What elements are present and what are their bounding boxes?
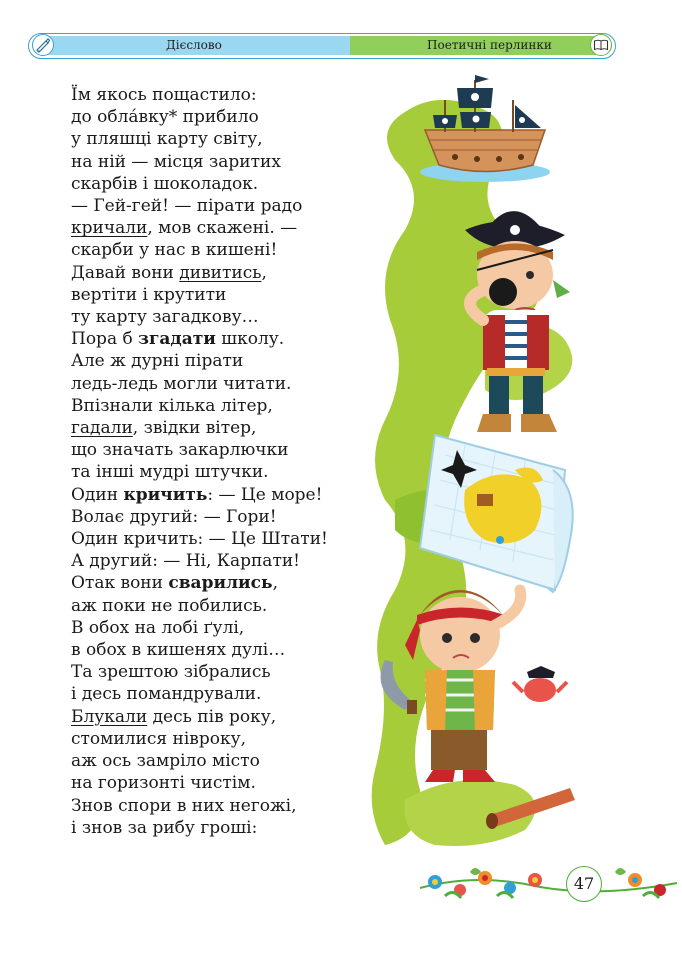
poem-text-segment: ту карту загадкову… [71, 307, 259, 328]
poem-line [71, 239, 371, 261]
underlined-word: гадали [71, 418, 133, 439]
poem-text-segment: і десь помандрували. [71, 684, 262, 705]
poem-line [71, 639, 371, 661]
poem-text-segment: і знов за рибу гроші: [71, 817, 258, 838]
poem-text-segment: на горизонті чистім. [71, 773, 256, 794]
pen-icon [32, 34, 54, 56]
poem-line [71, 306, 371, 328]
poem-text-segment: , [272, 573, 278, 594]
poem-text-segment: вертіти і крутити [71, 284, 227, 305]
poem-text-segment: до обла́вку* прибило [71, 107, 259, 128]
folk-ornament [415, 858, 682, 910]
poem-line [71, 373, 371, 395]
header-section-title: Дієслово [166, 38, 222, 52]
poem-text-segment: Їм якось пощастило: [71, 85, 257, 105]
crab-icon [513, 666, 567, 702]
poem-text-segment: Але ж дурні пірати [71, 351, 244, 372]
underlined-word: дивитись [179, 262, 262, 283]
poem-text-segment: : — Це море! [207, 484, 323, 505]
poem-text-segment: , [261, 262, 267, 283]
poem-line [71, 595, 371, 617]
pirate-illustration [365, 70, 682, 860]
poem-text-segment: аж поки не побились. [71, 595, 268, 616]
poem-text-segment: що значать закарлючки [71, 440, 289, 461]
poem-line [71, 750, 371, 772]
poem-line [71, 617, 371, 639]
poem-text-segment: , звідки вітер, [132, 418, 257, 439]
bold-word: кричить [123, 484, 208, 505]
page-header [28, 33, 616, 59]
poem-text-segment: Волає другий: — Гори! [71, 506, 277, 527]
poem-text-segment: стомилися нівроку, [71, 728, 246, 749]
poem-text-segment: школу. [215, 329, 285, 350]
poem-text-segment: , мов скажені. — [147, 218, 298, 239]
poem-line [71, 550, 371, 572]
header-chapter-title: Поетичні перлинки [427, 38, 552, 52]
poem-line [71, 439, 371, 461]
poem-text-segment: Пора б [71, 329, 139, 350]
poem-line [71, 461, 371, 483]
poem-line [71, 506, 371, 528]
poem-line [71, 284, 371, 306]
page-number: 47 [566, 866, 602, 902]
poem-text-segment: скарби у нас в кишені! [71, 240, 278, 261]
poem-line [71, 128, 371, 150]
poem-line [71, 417, 371, 439]
poem-text-segment: Один [71, 484, 124, 505]
poem-line [71, 817, 371, 839]
poem-text-segment: ледь-ледь могли читати. [71, 373, 292, 394]
bold-word: сварились [168, 573, 273, 594]
poem-line [71, 328, 371, 350]
poem-text-segment: на ній — місця зaритих [71, 151, 281, 172]
poem-line [71, 528, 371, 550]
poem-line [71, 795, 371, 817]
poem-text-segment: в обох в кишенях дулі… [71, 640, 286, 661]
poem-line [71, 706, 371, 728]
poem-line [71, 173, 371, 195]
poem-text [71, 84, 371, 839]
poem-line [71, 106, 371, 128]
poem-text-segment: десь пів року, [147, 706, 277, 727]
poem-text-segment: Знов спори в них негожі, [71, 795, 297, 816]
poem-text-segment: скарбів і шоколадок. [71, 173, 259, 194]
poem-text-segment: у пляшці карту світу, [71, 129, 263, 150]
poem-text-segment: Та зрештою зібрались [71, 662, 271, 683]
poem-line [71, 661, 371, 683]
poem-text-segment: Впізнали кілька літер, [71, 395, 273, 416]
poem-line [71, 484, 371, 506]
poem-text-segment: В обох на лобі ґулі, [71, 617, 245, 638]
bold-word: згадати [138, 329, 216, 350]
poem-text-segment: А другий: — Ні, Карпати! [71, 551, 301, 572]
book-icon [590, 34, 612, 56]
poem-line [71, 395, 371, 417]
poem-line [71, 262, 371, 284]
poem-line [71, 217, 371, 239]
underlined-word: Блукали [71, 706, 148, 727]
poem-text-segment: аж ось замріло місто [71, 751, 260, 772]
poem-text-segment: Давай вони [71, 262, 180, 283]
poem-text-segment: — Гей-гей! — пірати радо [71, 196, 303, 217]
poem-line [71, 151, 371, 173]
poem-text-segment: Один кричить: — Це Штати! [71, 529, 328, 550]
underlined-word: кричали [71, 218, 148, 239]
poem-text-segment: Отак вони [71, 573, 169, 594]
poem-line [71, 84, 371, 106]
poem-line [71, 195, 371, 217]
poem-text-segment: та інші мудрі штучки. [71, 462, 269, 483]
poem-line [71, 350, 371, 372]
poem-line [71, 772, 371, 794]
header-chapter-right [350, 36, 612, 55]
poem-line [71, 683, 371, 705]
header-section-left [32, 36, 350, 55]
poem-line [71, 728, 371, 750]
poem-line [71, 572, 371, 594]
